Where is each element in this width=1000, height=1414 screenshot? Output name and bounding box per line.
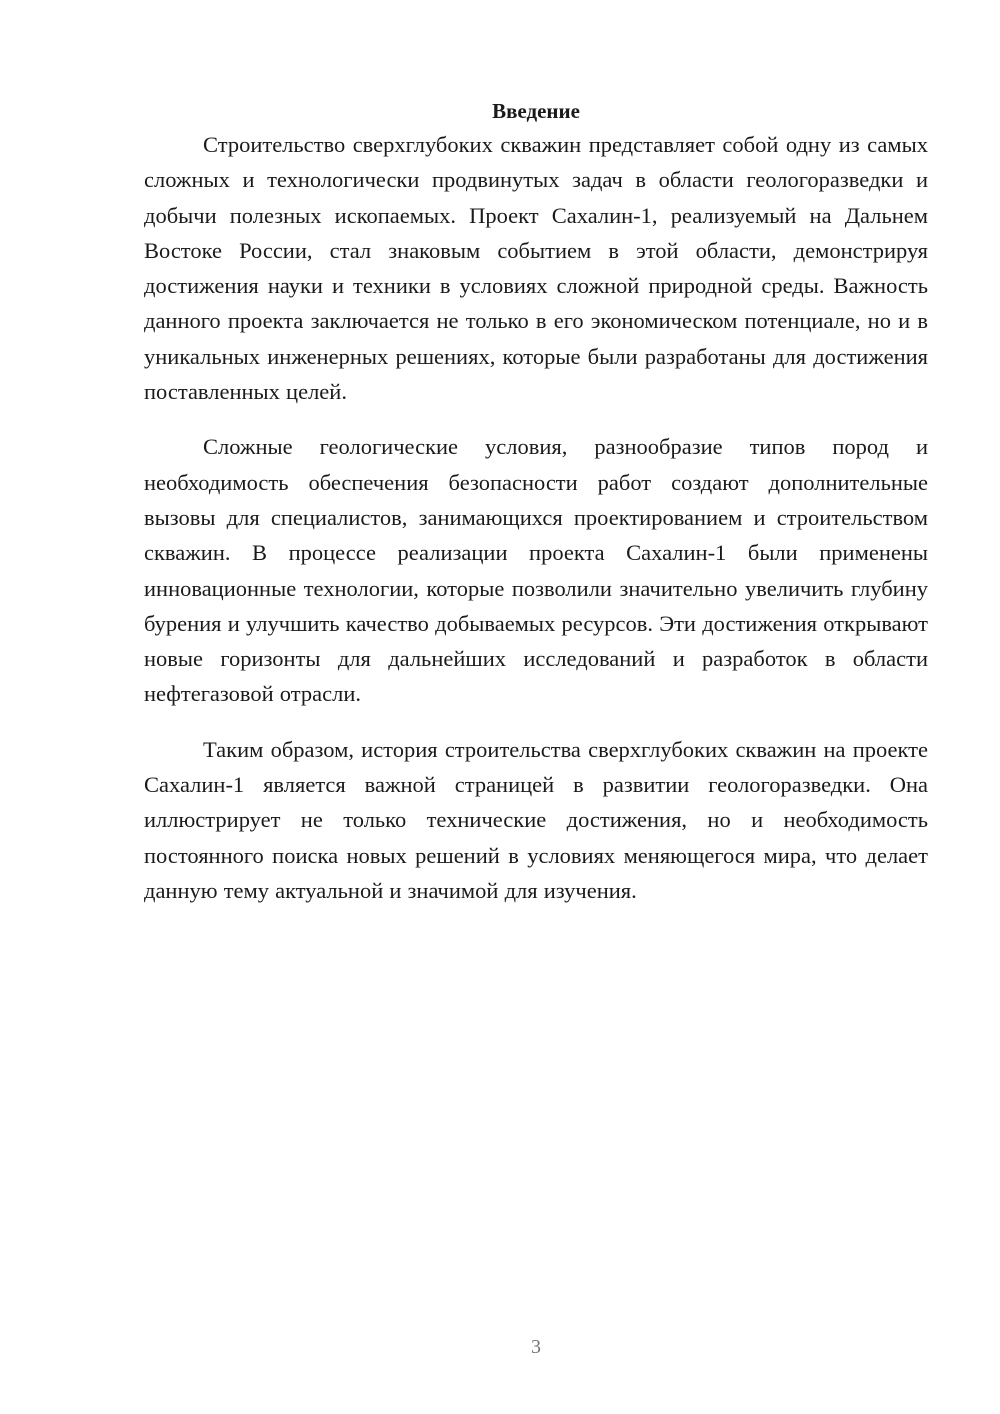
paragraph-conclusion: Таким образом, история строительства сверхглубоких скважин на проекте Сахалин-1 является важной страницей в развитии геологоразведки. Она иллюстрирует не только технические достижения, но и необходимость постоянного поиска новых решений в условиях меняющегося мира, что делает данную тему актуальной и значимой для изучения.: [144, 736, 928, 903]
paragraph-challenges: Сложные геологические условия, разнообразие типов пород и необходимость обеспечения безопасности работ создают дополнительные вызовы для специалистов, занимающихся проектированием и строительством скважин. В процессе реализации проекта Сахалин-1 были применены инновационные технологии, которые позволили значительно увеличить глубину бурения и улучшить качество добываемых ресурсов. Эти достижения открывают новые горизонты для дальнейших исследований и разработок в области нефтегазовой отрасли.: [144, 434, 928, 707]
paragraph-intro: Строительство сверхглубоких скважин представляет собой одну из самых сложных и технологически продвинутых задач в области геологоразведки и добычи полезных ископаемых. Проект Сахалин-1, реализуемый на Дальнем Востоке России, стал знаковым событием в этой области, демонстрируя достижения науки и техники в условиях сложной природной среды. Важность данного проекта заключается не только в его экономическом потенциале, но и в уникальных инженерных решениях, которые были разработаны для достижения поставленных целей.: [144, 132, 928, 405]
page-content: [144, 95, 928, 908]
section-heading: Введение: [492, 99, 580, 123]
page-number: 3: [531, 1336, 541, 1358]
